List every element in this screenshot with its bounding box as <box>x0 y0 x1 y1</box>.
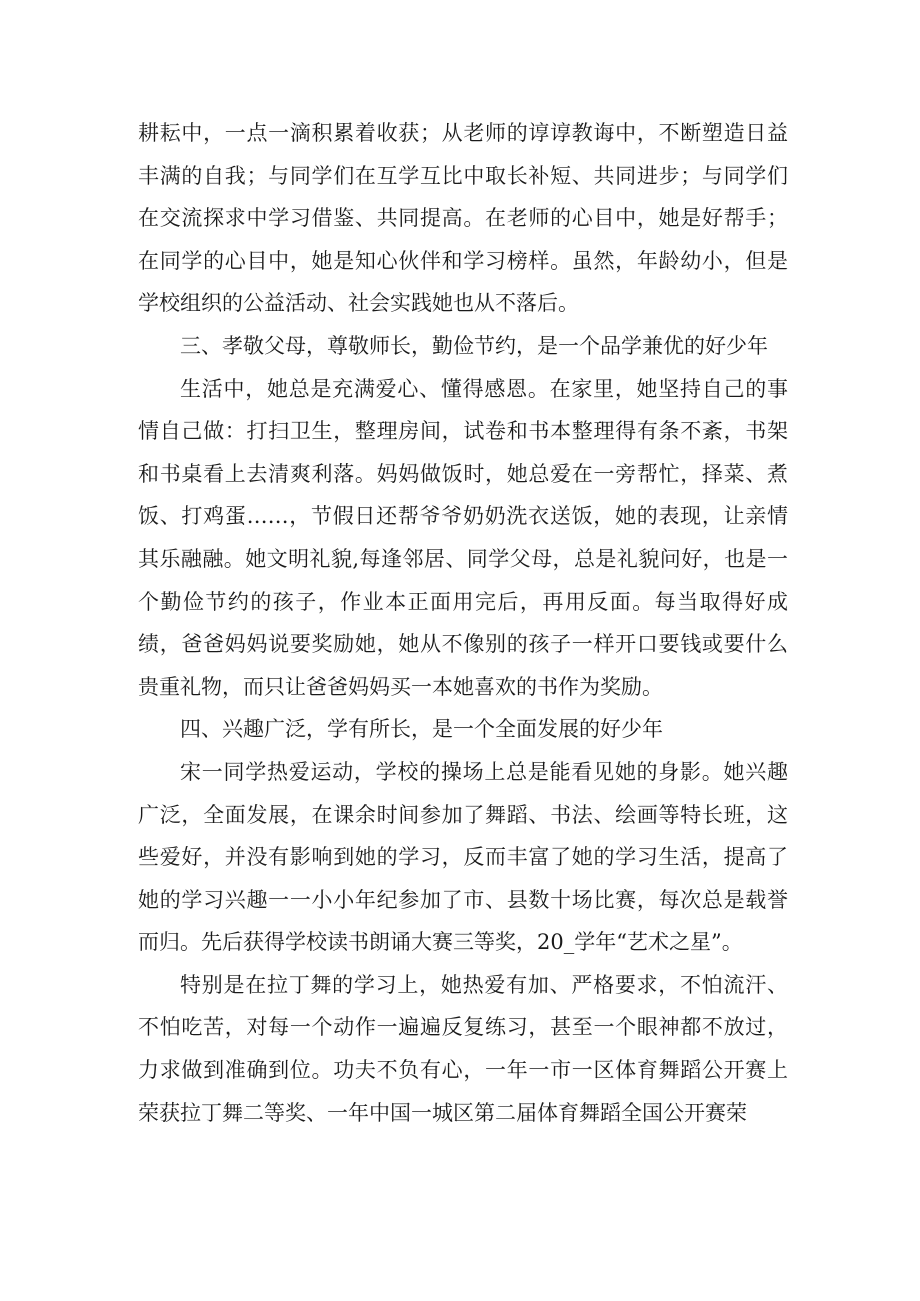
body-paragraph-family: 生活中，她总是充满爱心、懂得感恩。在家里，她坚持自己的事情自己做：打扫卫生，整理房间，试卷和书本整理得有条不紊，书架和书桌看上去清爽利落。妈妈做饭时，她总爱在一旁帮忙，择菜、煮饭、打鸡蛋……，节假日还帮爷爷奶奶洗衣送饭，她的表现，让亲情其乐融融。她文明礼貌,每逢邻居、同学父母，总是礼貌问好，也是一个勤俭节约的孩子，作业本正面用完后，再用反面。每当取得好成绩，爸爸妈妈说要奖励她，她从不像别的孩子一样开口要钱或要什么贵重礼物，而只让爸爸妈妈买一本她喜欢的书作为奖励。 <box>138 376 788 699</box>
body-paragraph-interests: 宋一同学热爱运动，学校的操场上总是能看见她的身影。她兴趣广泛，全面发展，在课余时间参加了舞蹈、书法、绘画等特长班，这些爱好，并没有影响到她的学习，反而丰富了她的学习生活，提高了她的学习兴趣一一小小年纪参加了市、县数十场比赛，每次总是载誉而归。先后获得学校读书朗诵大赛三等奖，20_学年“艺术之星”。 <box>138 759 788 955</box>
section-heading-three: 三、孝敬父母，尊敬师长，勤俭节约，是一个品学兼优的好少年 <box>180 333 768 358</box>
section-heading-four: 四、兴趣广泛，学有所长，是一个全面发展的好少年 <box>180 717 663 742</box>
body-paragraph-dance: 特别是在拉丁舞的学习上，她热爱有加、严格要求，不怕流汗、不怕吃苦，对每一个动作一遍遍反复练习，甚至一个眼神都不放过，力求做到准确到位。功夫不负有心，一年一市一区体育舞蹈公开赛上荣获拉丁舞二等奖、一年中国一城区第二届体育舞蹈全国公开赛荣 <box>138 972 788 1125</box>
document-page <box>138 112 788 1134</box>
body-paragraph-continued: 耕耘中，一点一滴积累着收获；从老师的谆谆教诲中，不断塑造日益丰满的自我；与同学们在互学互比中取长补短、共同进步；与同学们在交流探求中学习借鉴、共同提高。在老师的心目中，她是好帮手；在同学的心目中，她是知心伙伴和学习榜样。虽然，年龄幼小，但是学校组织的公益活动、社会实践她也从不落后。 <box>138 121 788 316</box>
